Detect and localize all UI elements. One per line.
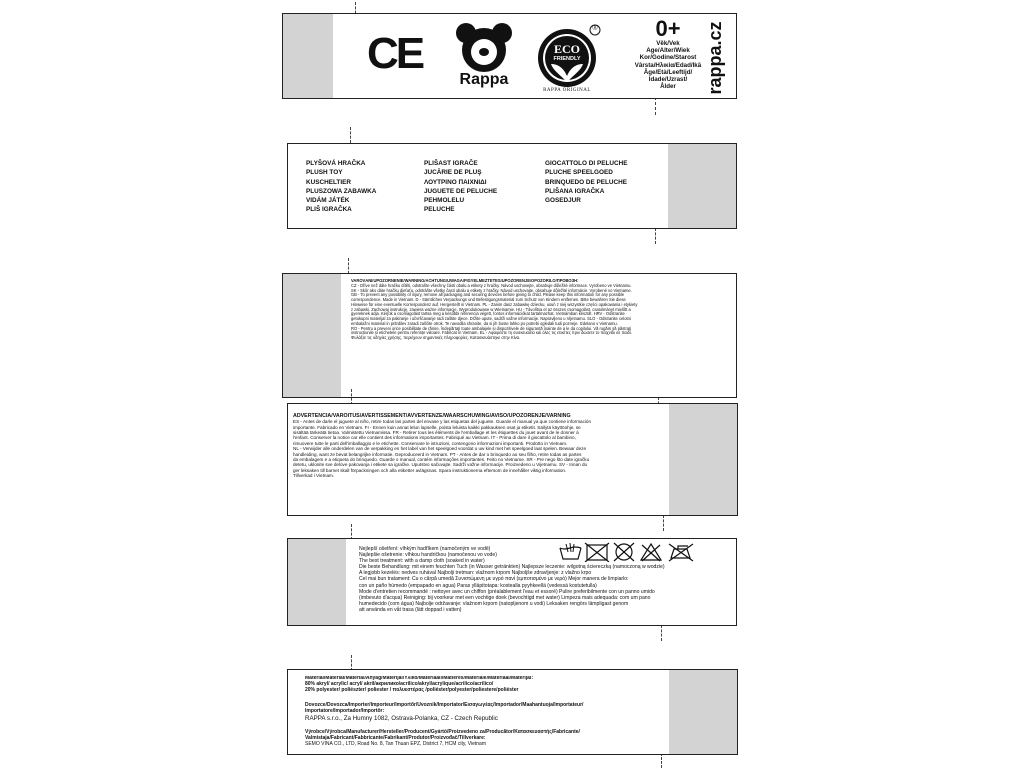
warning-line: Tillverkad i Vietnam. — [293, 473, 335, 479]
name-item: PEHMOLELU — [424, 197, 465, 205]
warning-line: correspondence. Made in Vietnam. D - Sämtliches Verpackungs und Befestigungsmaterial zum Schutz von Kindern entfernen. Bitte bewahren Sie diese — [351, 297, 626, 302]
label-tab — [288, 539, 346, 625]
rappa-logo — [455, 22, 513, 94]
importer-heading: Dovozce/Dovozca/Importer/Importeur/Importőr/Uvoznik/Importator/Εισαγωγέας/Importador/Maahantuoja/Importateur/ — [305, 701, 584, 708]
warning-line: sisältää tärkeätä tietoa. Valmistettu Vietnamissa. FR - Retirer tous les éléments de l'emballage et les étiquettes du jouet avant de le donner à — [293, 430, 579, 436]
name-item: GOSEDJUR — [545, 197, 581, 205]
manufacturer-address: SEMO VINA CO., LTD, Road No. 8, Tan Thuan EPZ, District 7, HCM city, Vietnam — [305, 740, 486, 747]
age-value: 0+ — [655, 16, 681, 41]
cut-line — [348, 258, 349, 274]
label-tab — [668, 144, 736, 228]
label-material — [287, 669, 738, 755]
name-item: PLUSZOWA ZABAWKA — [306, 187, 377, 195]
name-item: PLUSH TOY — [306, 169, 343, 177]
warning-heading: VAROVÁNÍ/UPOZORNENIE/WARNING/ACHTUNG/UWAGA/FIGYELMEZTETÉS/UPOZORENJE/OPOZORILO/ПРОВОЗН: — [351, 279, 579, 283]
age-line: Věk/Vek — [656, 40, 680, 47]
warning-line: da embalagem e a etiqueta do brinquedo. Guarde o manual, contém informações importantes. Feito no Vietname. SR - Pre nego što date igračku — [293, 457, 590, 463]
care-line: Mode d'entretien recommandé : nettoyer avec un chiffon (préalablement l'eau et essoré) Pulire preferibilmente con un panno umido — [359, 588, 655, 595]
name-item: PLYŠOVÁ HRAČKA — [306, 160, 366, 167]
warning-line: getokupni materijal za pakiranje i učvršćavanje radi zaštite djece. Držite upute, sadrži važne informacije. Napravljeno u Vijetnamu. SLO - Odstranite celotni — [351, 316, 631, 321]
bear-icon — [455, 22, 513, 74]
website-vertical: rappa.cz — [705, 21, 725, 95]
cut-line — [655, 97, 656, 115]
registered-mark: ® — [592, 25, 598, 32]
label-warning-2 — [287, 403, 738, 516]
care-symbols — [558, 542, 698, 562]
care-line: humedecido (com água) Najbolje održavanje: vlažnom krpom (natopljenom u vodi) Leksaken rengörs lämpligast genom — [359, 600, 629, 607]
no-tumble-dry-icon — [641, 544, 661, 561]
warning-line: ger leksaken till barnet skall förpackningen och alla etiketter avlägsnas. Spara instruktionerna eftersom de innehåller viktig information. — [293, 467, 567, 473]
no-iron-icon — [669, 544, 693, 561]
care-line: The best treatment: with a damp cloth (soaked in water) — [359, 558, 485, 565]
warning-line: Φυλάξτε τις οδηγίες χρήσης, περιέχουν σημαντικές πληροφορίες. Κατασκευάστηκε στην Κίνα. — [351, 335, 521, 340]
warning-line: z zabawki. Zachowaj instrukcję, zawiera ważne informacje. Wyprodukowane w Wietnamie. HU - Távolítsa el az összes csomagolást, csatolmányt mielőtt a — [351, 306, 631, 312]
ce-mark: CE — [367, 29, 423, 78]
warning-line: CZ - Dříve než dáte hračku dítěti, odstraňte všechny části obalu a etikety z hračky. Návod uschovejte, obsahuje důležité informace. Vyrobeno ve Vietnamu. — [351, 282, 632, 288]
warning-line: rimuovere tutte le parti dell'imballaggio e le etichette. Conservare le istruzioni, contengono informazioni importanti. Prodotto in Vietnam. — [293, 440, 568, 446]
label-names — [287, 143, 737, 229]
hand-wash-icon — [560, 543, 581, 559]
name-item: JUCĂRIE DE PLUŞ — [424, 169, 482, 177]
name-item: GIOCATTOLO DI PELUCHE — [545, 160, 628, 167]
warning-text-block — [351, 279, 736, 341]
no-dry-clean-icon — [614, 543, 634, 561]
name-item: PLIŠ IGRAČKA — [306, 206, 352, 214]
cut-line — [661, 753, 662, 768]
label-care — [287, 538, 737, 626]
age-line: Age/Alter/Wiek — [646, 47, 690, 55]
importer-heading: Importatore/Importador/Importör: — [305, 707, 385, 714]
warning-line: detetu, uklonite sve delove pakovanja i etikete sa igračke. Uputstvo sačuvajte. Sadrži važne informacije. Proizvedeno u Vijetnamu. SV - Innan du — [293, 462, 588, 468]
age-line: Vârsta/Ηλικία/Edad/Ikä — [634, 61, 702, 69]
friendly-text: FRIENDLY — [553, 56, 581, 62]
label-tab — [283, 14, 333, 98]
name-item: JUGUETE DE PELUCHE — [424, 187, 498, 195]
name-item: PLIŠAST IGRAČE — [424, 160, 478, 167]
manufacturer-heading: Výrobce/Výrobca/Manufacturer/Hersteller/Producent/Gyártó/Proizvedeno za/Producător/Κατασκευαστής/Fabricante/ — [305, 728, 580, 735]
names-col-2 — [424, 159, 497, 215]
warning-line: NL - Verwijder alle onderdelen van de verpakking en het label van het speelgoed voordat u uw kind met het speelgoed laat spelen. Bewaar deze — [293, 446, 586, 452]
name-item: PLUCHE SPEELGOED — [545, 169, 613, 177]
label-tab — [283, 274, 341, 397]
importer-address: RAPPA s.r.o., Za Humny 1082, Ostrava-Polanka, CZ - Czech Republic — [305, 714, 498, 722]
warning-line: gyereknek adja. Kérjük a csomagolást tartsa meg a későbbi referencia végett, fontos információkat tartalmazhat. Vietnámban készült. HRV - Odstranite — [351, 311, 625, 317]
warning-line: GB - To prevent any possibility of injury, remove all packaging and securing devices before giving to child. Please keep this information for any possible — [351, 292, 625, 298]
name-item: PELUCHE — [424, 206, 455, 214]
warning-line: SK - Skôr ako dáte hračku dieťaťu, odstráňte všetky časti obalu a etikety z hračky. Návod uschovajte, obsahuje dôležité informácie. Vyrobené vo Vietname. — [351, 287, 632, 293]
warning-heading: ADVERTENCIA/VAROITUS/AVERTISSEMENT/AVVERTENZE/WAARSCHUWING/AVISO/UPOZORENJE/VARNING — [293, 413, 571, 419]
care-line: con un paño húmedo (empapado en agua) Paras ylläpitotapa: kostealla pyyhkeellä (vedessä kostutetulla) — [359, 582, 597, 589]
age-line: Idade/Uzrast/ — [648, 76, 688, 84]
care-line: Najlepšie ošetrenie: vlhkou handričkou (namočenou vo vode) — [359, 552, 497, 559]
name-item: KUSCHELTIER — [306, 178, 351, 186]
age-line: Ålder — [660, 83, 676, 91]
warning-line: Hinweise für eine eventuelle Korrespondenz auf. Hergestellt in Vietnam. PL - Zanim dasz zabawkę dziecku, usuń z niej wszystkie części opakowania i etykiety — [351, 301, 638, 307]
care-line: Cel mai bun tratament: Cu o cârpă umedă Συνιστώμενη με υγρό πανί (εμποτισμένο με νερό) Mejor manera de limpiarlo: — [359, 576, 629, 583]
care-line: Die beste Behandlung: mit einem feuchten Tuch (in Wasser getränkten) Najlepsze leczenie: wilgotną ściereczką (namoczoną w wodzie) — [359, 564, 665, 571]
eco-text: ECO — [553, 42, 580, 56]
name-item: BRINQUEDO DE PELUCHE — [545, 178, 628, 186]
no-bleach-icon — [585, 543, 609, 562]
warning-line: RO - Pentru a preveni orice posibilitate de rănire, îndepărtați toate ambalajele și dispozitivele de siguranță înainte de a le da copilului. Vă rugăm să păstrați — [351, 325, 632, 331]
age-line: Kor/Godine/Starost — [639, 54, 697, 62]
name-item: ΛΟΥΤΡΙΝΟ ΠΑΙΧΝΙΔΙ — [424, 178, 487, 186]
warning-line: handleiding, want ze bevat belangrijke informatie. Geproduceerd in Vietnam. PT - Antes de dar o brinquedo ao seu filho, retire todas as partes — [293, 451, 582, 457]
cut-line — [663, 515, 664, 531]
cut-line — [661, 625, 662, 641]
cut-line — [655, 228, 656, 244]
warning-text-block — [293, 413, 671, 479]
material-line: 20% polyester/ poliészter/ poliester / πολυεστέρας /poliéster/polyester/poliestere/poliéster — [305, 686, 519, 693]
material-text-block — [305, 676, 672, 747]
name-item: PLIŠANA IGRAČKA — [545, 187, 605, 195]
material-heading: Materiál/Materiál/Material/Anyag/Materijal/Υλικό/Materiaali/Matières/Materiale/Materiaal/Materijal: — [305, 676, 533, 681]
label-tab — [669, 404, 737, 515]
material-line: 80% akryl/ acrylic/ acryl/ akril/акрилико/acrilico/akryl/acrylique/acrilico/acrilico/ — [305, 680, 494, 687]
rappa-original-text: RAPPA ORIGINAL — [543, 88, 591, 93]
warning-line: importante. Fabricado en Vietnam. FI - Ennen kuin annat lelun lapselle, poista leluista kaikki pakkauksen osat ja etiketit. Säilytä käyttöohje, se — [293, 424, 581, 430]
label-warning-1 — [282, 273, 737, 398]
names-col-3 — [545, 159, 628, 205]
label-tab — [669, 670, 737, 754]
warning-line: ES - Antes de darle el juguete al niño, retire todas las partes del envase y las etiquetas del juguete. Guarde el manual ya que contiene información — [293, 419, 592, 425]
names-col-1 — [306, 159, 376, 215]
care-line: att använda en våt trasa (lätt doppad i vatten) — [359, 606, 462, 613]
care-line: (imbevuto d'acqua) Reiniging: bij voorkeur met een vochtige doek (bevochtigd met water) Limpeza mais adequada: com um pano — [359, 594, 651, 601]
warning-line: embalažni material in pritrdilev zaradi zaščite otrok. Te navodila shranite, da si jih boste lahko po potrebi ogledali tudi pozneje. Izdelano v Vietnamu. — [351, 320, 618, 326]
care-line: Nejlepší ošetření: vlhkým hadříkem (namočeným ve vodě) — [359, 546, 491, 552]
cut-line — [350, 127, 351, 143]
manufacturer-heading: Valmistaja/Fabricant/Fabbricante/Fabrikant/Produtor/Proizvođač/Tillverkare: — [305, 734, 486, 741]
age-line: Âge/Età/Leeftijd/ — [643, 68, 693, 76]
name-item: VIDÁM JÁTÉK — [306, 197, 350, 205]
eco-friendly-badge — [537, 22, 601, 94]
brand-name: Rappa — [459, 71, 509, 88]
care-line: A legjobb kezelés: nedves ruhával Najbolji tretman: vlažnom krpom Najboljše zdravljenje: z vlažno krpo — [359, 570, 592, 577]
warning-line: instrucțiunile și etichetele pentru referințe viitoare. Fabricat în Vietnam. EL - Αφαιρέστε τη συσκευασία και όλες τις ετικέτες πριν δώσετε το παιχνίδι σε παιδί. — [351, 330, 632, 336]
label-symbols — [282, 13, 737, 99]
warning-line: l'enfant. Conserver la notice car elle contient des informations importantes. Fabriqué au Vietnam. IT - Prima di dare il giocattolo al bambino, — [293, 435, 576, 441]
